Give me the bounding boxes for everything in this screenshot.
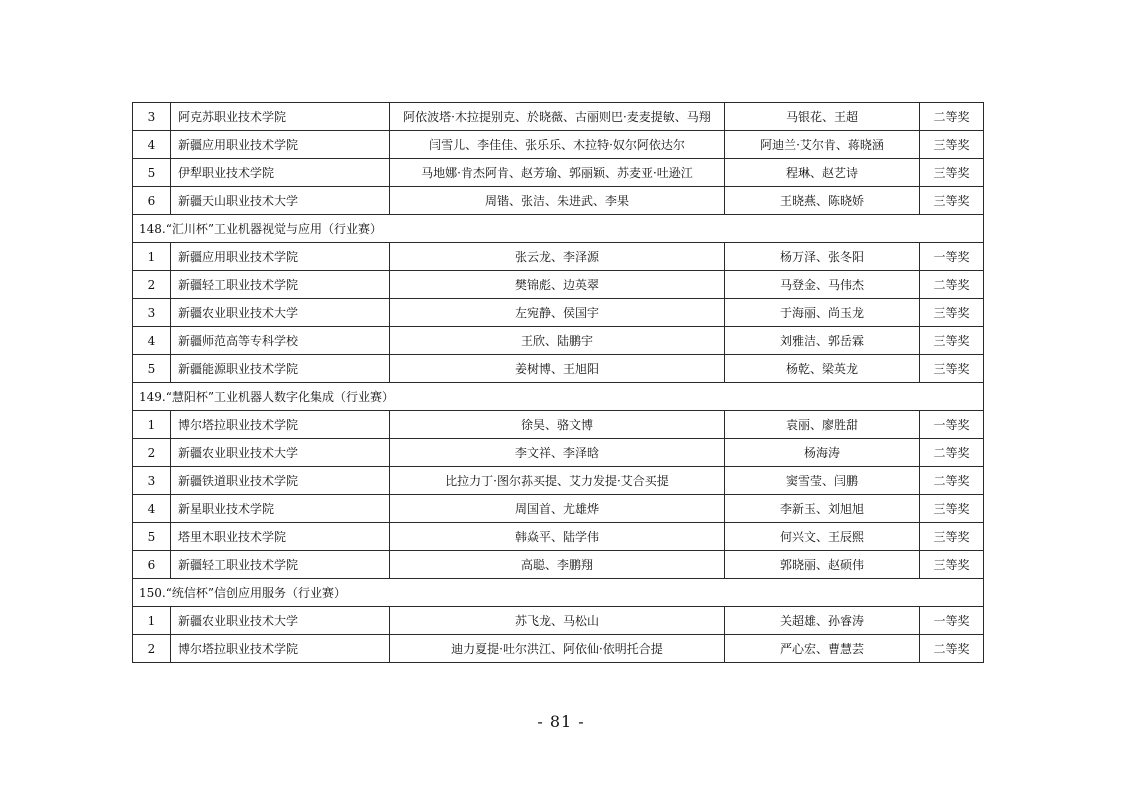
- row-number-cell: 4: [133, 131, 171, 159]
- section-title: 149.“慧阳杯”工业机器人数字化集成（行业赛）: [133, 383, 984, 411]
- students-cell: 姜树博、王旭阳: [390, 355, 725, 383]
- school-cell: 新疆农业职业技术大学: [171, 607, 390, 635]
- row-number-cell: 5: [133, 159, 171, 187]
- award-cell: 一等奖: [920, 607, 984, 635]
- table-row: [133, 467, 984, 495]
- teachers-cell: 马登金、马伟杰: [725, 271, 920, 299]
- table-row: [133, 243, 984, 271]
- section-header-row: [133, 579, 984, 607]
- award-cell: 三等奖: [920, 523, 984, 551]
- table-row: [133, 187, 984, 215]
- row-number-cell: 3: [133, 103, 171, 131]
- school-cell: 阿克苏职业技术学院: [171, 103, 390, 131]
- teachers-cell: 何兴文、王辰熙: [725, 523, 920, 551]
- row-number-cell: 3: [133, 299, 171, 327]
- award-cell: 二等奖: [920, 467, 984, 495]
- row-number-cell: 3: [133, 467, 171, 495]
- students-cell: 王欣、陆鹏宇: [390, 327, 725, 355]
- students-cell: 马地娜·肯杰阿肯、赵芳瑜、郭丽颖、苏麦亚·吐逊江: [390, 159, 725, 187]
- students-cell: 周锴、张洁、朱进武、李果: [390, 187, 725, 215]
- students-cell: 高聪、李鹏翔: [390, 551, 725, 579]
- row-number-cell: 1: [133, 411, 171, 439]
- table-row: [133, 439, 984, 467]
- students-cell: 樊锦彪、边英翠: [390, 271, 725, 299]
- award-cell: 二等奖: [920, 439, 984, 467]
- students-cell: 左宛静、侯国宇: [390, 299, 725, 327]
- award-table-body: [133, 103, 984, 663]
- award-cell: 二等奖: [920, 271, 984, 299]
- students-cell: 阿依波塔·木拉提别克、於晓薇、古丽则巴·麦麦提敏、马翔: [390, 103, 725, 131]
- page-number: - 81 -: [537, 712, 585, 731]
- row-number-cell: 4: [133, 495, 171, 523]
- students-cell: 张云龙、李泽源: [390, 243, 725, 271]
- table-row: [133, 299, 984, 327]
- teachers-cell: 窦雪莹、闫鹏: [725, 467, 920, 495]
- teachers-cell: 杨乾、梁英龙: [725, 355, 920, 383]
- students-cell: 韩焱平、陆学伟: [390, 523, 725, 551]
- award-cell: 三等奖: [920, 551, 984, 579]
- section-title: 150.“统信杯”信创应用服务（行业赛）: [133, 579, 984, 607]
- row-number-cell: 6: [133, 187, 171, 215]
- award-cell: 二等奖: [920, 103, 984, 131]
- students-cell: 周国首、尤雄烨: [390, 495, 725, 523]
- row-number-cell: 2: [133, 271, 171, 299]
- teachers-cell: 严心宏、曹慧芸: [725, 635, 920, 663]
- award-cell: 三等奖: [920, 495, 984, 523]
- teachers-cell: 郭晓丽、赵硕伟: [725, 551, 920, 579]
- row-number-cell: 5: [133, 523, 171, 551]
- table-row: [133, 523, 984, 551]
- row-number-cell: 6: [133, 551, 171, 579]
- teachers-cell: 于海丽、尚玉龙: [725, 299, 920, 327]
- school-cell: 伊犁职业技术学院: [171, 159, 390, 187]
- table-row: [133, 551, 984, 579]
- award-cell: 三等奖: [920, 299, 984, 327]
- teachers-cell: 刘雅洁、郭岳霖: [725, 327, 920, 355]
- row-number-cell: 2: [133, 439, 171, 467]
- table-row: [133, 355, 984, 383]
- school-cell: 新疆能源职业技术学院: [171, 355, 390, 383]
- row-number-cell: 5: [133, 355, 171, 383]
- row-number-cell: 4: [133, 327, 171, 355]
- teachers-cell: 王晓燕、陈晓娇: [725, 187, 920, 215]
- award-cell: 三等奖: [920, 355, 984, 383]
- section-title: 148.“汇川杯”工业机器视觉与应用（行业赛）: [133, 215, 984, 243]
- teachers-cell: 马银花、王超: [725, 103, 920, 131]
- teachers-cell: 李新玉、刘旭旭: [725, 495, 920, 523]
- award-cell: 一等奖: [920, 411, 984, 439]
- table-row: [133, 103, 984, 131]
- students-cell: 李文祥、李泽晗: [390, 439, 725, 467]
- award-cell: 三等奖: [920, 327, 984, 355]
- school-cell: 新疆轻工职业技术学院: [171, 271, 390, 299]
- section-header-row: [133, 215, 984, 243]
- school-cell: 新疆农业职业技术大学: [171, 439, 390, 467]
- school-cell: 新疆铁道职业技术学院: [171, 467, 390, 495]
- teachers-cell: 关超雄、孙睿涛: [725, 607, 920, 635]
- table-row: [133, 635, 984, 663]
- table-row: [133, 271, 984, 299]
- teachers-cell: 袁丽、廖胜甜: [725, 411, 920, 439]
- row-number-cell: 1: [133, 243, 171, 271]
- table-row: [133, 495, 984, 523]
- teachers-cell: 阿迪兰·艾尔肯、蒋晓涵: [725, 131, 920, 159]
- row-number-cell: 2: [133, 635, 171, 663]
- award-cell: 一等奖: [920, 243, 984, 271]
- students-cell: 迪力夏提·吐尔洪江、阿依仙·依明托合提: [390, 635, 725, 663]
- students-cell: 闫雪儿、李佳佳、张乐乐、木拉特·奴尔阿依达尔: [390, 131, 725, 159]
- teachers-cell: 杨海涛: [725, 439, 920, 467]
- students-cell: 徐昊、骆文博: [390, 411, 725, 439]
- students-cell: 比拉力丁·图尔荪买提、艾力发提·艾合买提: [390, 467, 725, 495]
- school-cell: 新疆师范高等专科学校: [171, 327, 390, 355]
- section-header-row: [133, 383, 984, 411]
- award-cell: 二等奖: [920, 635, 984, 663]
- award-cell: 三等奖: [920, 187, 984, 215]
- students-cell: 苏飞龙、马松山: [390, 607, 725, 635]
- school-cell: 新疆轻工职业技术学院: [171, 551, 390, 579]
- table-row: [133, 159, 984, 187]
- row-number-cell: 1: [133, 607, 171, 635]
- teachers-cell: 杨万泽、张冬阳: [725, 243, 920, 271]
- table-row: [133, 131, 984, 159]
- award-table: [132, 102, 984, 663]
- school-cell: 新星职业技术学院: [171, 495, 390, 523]
- school-cell: 博尔塔拉职业技术学院: [171, 411, 390, 439]
- school-cell: 新疆农业职业技术大学: [171, 299, 390, 327]
- school-cell: 新疆应用职业技术学院: [171, 131, 390, 159]
- award-cell: 三等奖: [920, 159, 984, 187]
- table-row: [133, 327, 984, 355]
- school-cell: 博尔塔拉职业技术学院: [171, 635, 390, 663]
- teachers-cell: 程琳、赵艺诗: [725, 159, 920, 187]
- school-cell: 新疆天山职业技术大学: [171, 187, 390, 215]
- school-cell: 塔里木职业技术学院: [171, 523, 390, 551]
- table-row: [133, 411, 984, 439]
- school-cell: 新疆应用职业技术学院: [171, 243, 390, 271]
- award-cell: 三等奖: [920, 131, 984, 159]
- table-row: [133, 607, 984, 635]
